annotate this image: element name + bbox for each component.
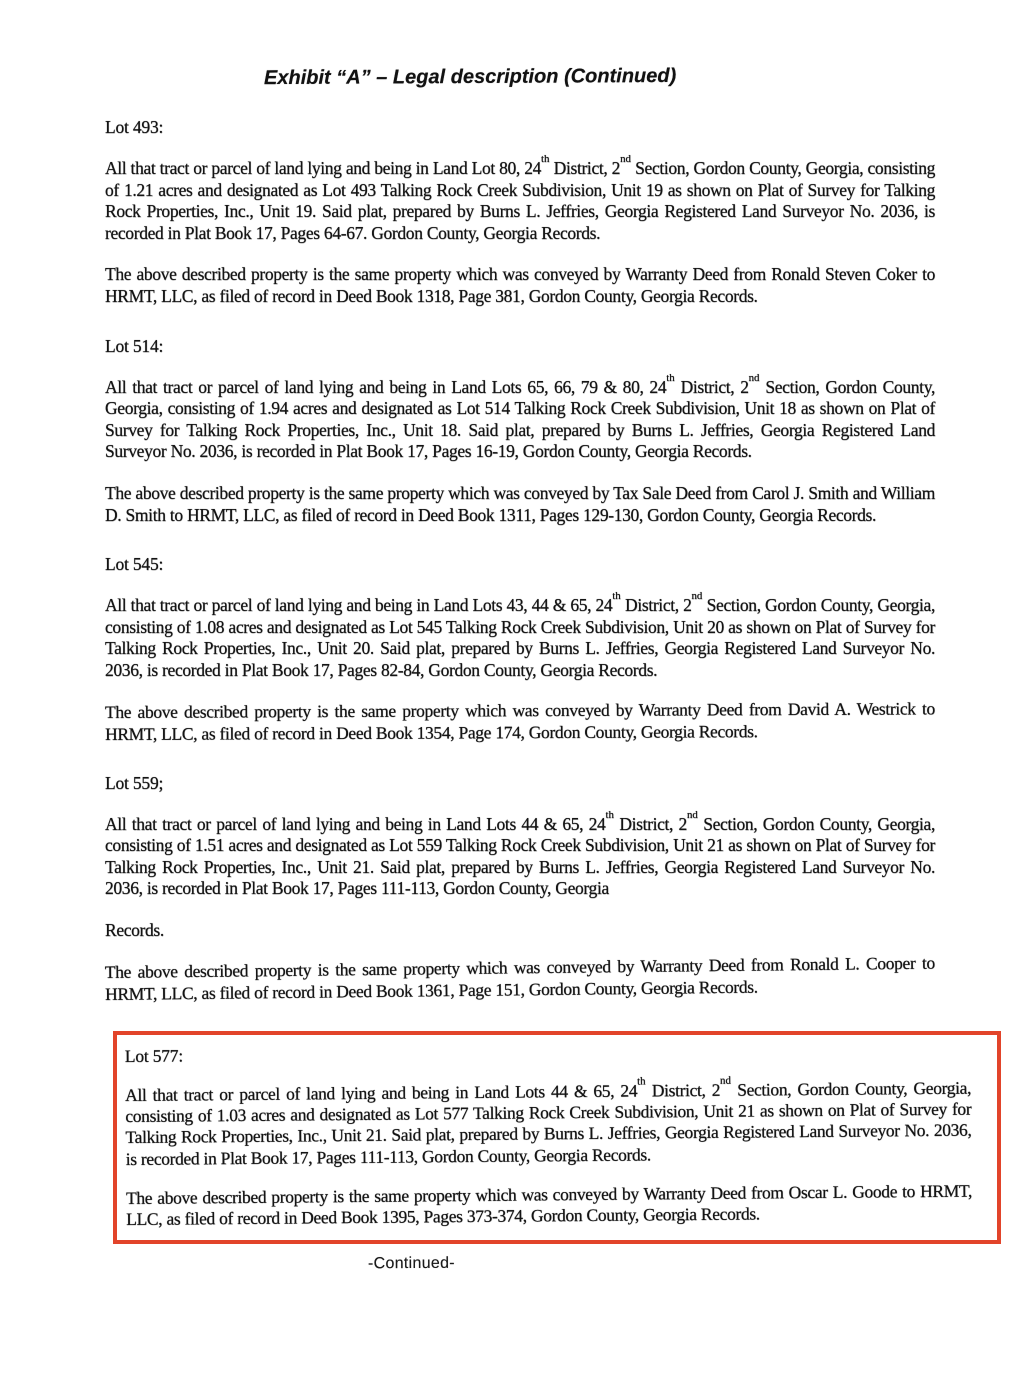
lot-heading: Lot 514: xyxy=(105,335,164,356)
lot-heading: Lot 493: xyxy=(105,117,164,137)
conveyance-paragraph: The above described property is the same property which was conveyed by Warranty Deed from Ronald L. Cooper to HRMT, LLC, as filed of record in Deed Book 1361, Page 151, Gordon County, Georgia Records. xyxy=(104,952,935,1004)
lot-heading: Lot 559; xyxy=(105,772,164,793)
red-annotation-box xyxy=(113,1031,1001,1244)
document-body xyxy=(0,116,1030,1273)
conveyance-paragraph: The above described property is the same property which was conveyed by Warranty Deed from Oscar L. Goode to HRMT, LLC, as filed of record in Deed Book 1395, Pages 373-374, Gordon County, Georgia Records. xyxy=(125,1180,973,1229)
legal-description-paragraph: All that tract or parcel of land lying and being in Land Lots 43, 44 & 65, 24th District, 2nd Section, Gordon County, Georgia, consisting of 1.08 acres and designated as Lot 545 Talking Rock Creek Subdivision, Unit 20 as shown on Plat of Survey for Talking Rock Properties, Inc., Unit 20. Said plat, prepared by Burns L. Jeffries, Georgia Registered Land Surveyor No. 2036, is recorded in Plat Book 17, Pages 82-84, Gordon County, Georgia Records. xyxy=(105,590,935,680)
conveyance-paragraph: The above described property is the same property which was conveyed by Tax Sale Deed from Carol J. Smith and William D. Smith to HRMT, LLC, as filed of record in Deed Book 1311, Pages 129-130, Gordon County, Georgia Records. xyxy=(105,482,935,525)
continued-footer: -Continued- xyxy=(367,1254,455,1273)
section-lot-577 xyxy=(125,1037,973,1230)
conveyance-paragraph: The above described property is the same property which was conveyed by Warranty Deed from Ronald Steven Coker to HRMT, LLC, as filed of record in Deed Book 1318, Page 381, Gordon County, Georgia Records. xyxy=(105,264,935,306)
lot-heading: Lot 545: xyxy=(105,554,164,575)
legal-description-paragraph: All that tract or parcel of land lying and being in Land Lots 44 & 65, 24th District, 2nd Section, Gordon County, Georgia, consisting of 1.03 acres and designated as Lot 577 Talking Rock Creek Subdivision, Unit 21 as shown on Plat of Survey for Talking Rock Properties, Inc., Unit 21. Said plat, prepared by Burns L. Jeffries, Georgia Registered Land Surveyor No. 2036, is recorded in Plat Book 17, Pages 111-113, Gordon County, Georgia Records. xyxy=(125,1074,972,1169)
legal-description-continuation: Records. xyxy=(105,920,164,941)
legal-description-paragraph: All that tract or parcel of land lying and being in Land Lots 65, 66, 79 & 80, 24th District, 2nd Section, Gordon County, Georgia, consisting of 1.94 acres and designated as Lot 514 Talking Rock Creek Subdivision, Unit 18 as shown on Plat of Survey for Talking Rock Properties, Inc., Unit 18. Said plat, prepared by Burns L. Jeffries, Georgia Registered Land Surveyor No. 2036, is recorded in Plat Book 17, Pages 16-19, Gordon County, Georgia Records. xyxy=(105,371,935,462)
conveyance-paragraph: The above described property is the same property which was conveyed by Warranty Deed from David A. Westrick to HRMT, LLC, as filed of record in Deed Book 1354, Page 174, Gordon County, Georgia Records. xyxy=(104,697,935,744)
legal-description-paragraph: All that tract or parcel of land lying and being in Land Lot 80, 24th District, 2nd Section, Gordon County, Georgia, consisting of 1.21 acres and designated as Lot 493 Talking Rock Creek Subdivision, Unit 19 as shown on Plat of Survey for Talking Rock Properties, Inc., Unit 19. Said plat, prepared by Burns L. Jeffries, Georgia Registered Land Surveyor No. 2036, is recorded in Plat Book 17, Pages 64-67. Gordon County, Georgia Records. xyxy=(105,153,935,243)
legal-description-paragraph: All that tract or parcel of land lying and being in Land Lots 44 & 65, 24th District, 2nd Section, Gordon County, Georgia, consisting of 1.51 acres and designated as Lot 559 Talking Rock Creek Subdivision, Unit 21 as shown on Plat of Survey for Talking Rock Properties, Inc., Unit 21. Said plat, prepared by Burns L. Jeffries, Georgia Registered Land Surveyor No. 2036, is recorded in Plat Book 17, Pages 111-113, Gordon County, Georgia xyxy=(105,808,936,899)
section-lot-559 xyxy=(105,772,935,1005)
lot-heading: Lot 577: xyxy=(124,1045,184,1066)
section-lot-493 xyxy=(105,116,935,308)
page-title: Exhibit “A” – Legal description (Continued) xyxy=(263,64,677,90)
section-lot-514 xyxy=(105,335,935,527)
section-lot-545 xyxy=(105,553,935,745)
